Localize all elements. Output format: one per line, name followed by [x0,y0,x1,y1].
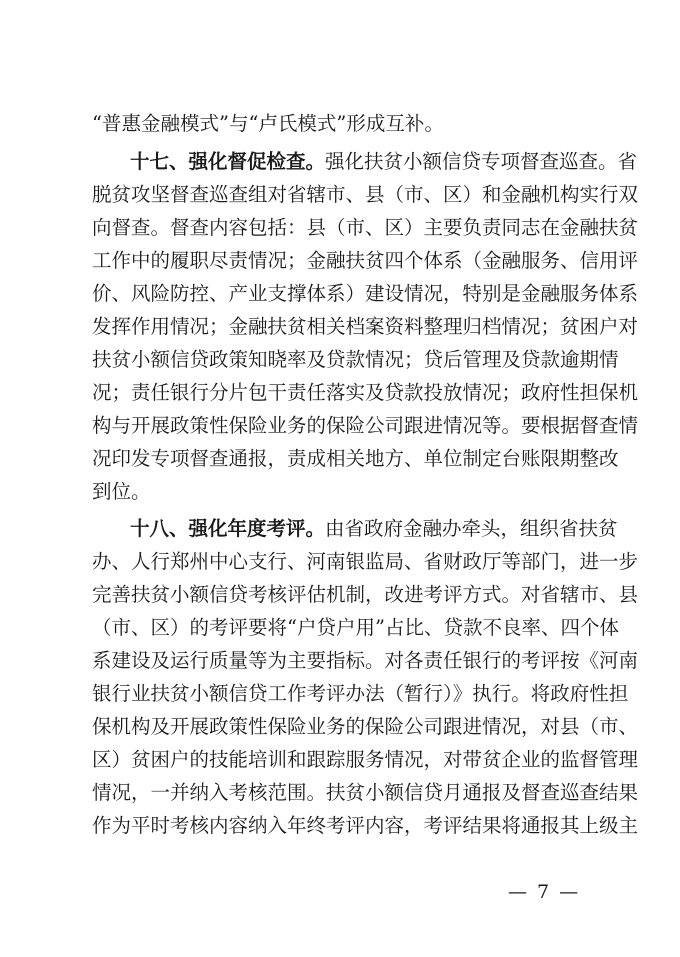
page-number: — 7 — [508,881,581,903]
line-text: 强化扶贫小额信贷专项督查巡查。省 [325,150,638,173]
line-text: （市、区）的考评要将“户贷户用”占比、贷款不良率、四个体 [92,616,619,639]
text-line [92,480,598,506]
line-text: 作为平时考核内容纳入年终考评内容，考评结果将通报其上级主 [92,814,639,837]
line-text: 价、风险防控、产业支撑体系）建设情况，特别是金融服务体系 [92,282,639,305]
section-17-heading: 十七、强化督促检查。 [130,150,326,173]
section-18-first-line [130,517,618,543]
text-line [92,616,619,642]
line-text: 情况，一并纳入考核范围。扶贫小额信贷月通报及督查巡查结果 [92,781,639,804]
line-text: 发挥作用情况；金融扶贫相关档案资料整理归档情况；贫困户对 [92,315,639,338]
line-text: 扶贫小额信贷政策知晓率及贷款情况；贷后管理及贷款逾期情 [92,348,619,371]
line-text: 系建设及运行质量等为主要指标。对各责任银行的考评按《河南 [92,649,639,672]
text-line [92,216,639,242]
text-line [92,112,598,138]
text-line [92,748,639,774]
line-text: 区）贫困户的技能培训和跟踪服务情况，对带贫企业的监督管理 [92,748,639,771]
line-text: 况；责任银行分片包干责任落实及贷款投放情况；政府性担保机 [92,381,639,404]
section-18-heading: 十八、强化年度考评。 [130,517,326,540]
line-text: 由省政府金融办牵头，组织省扶贫 [325,517,618,540]
text-line [92,583,639,609]
text-line [92,814,639,840]
text-line [92,550,639,576]
text-line [92,447,619,473]
line-text: “普惠金融模式”与“卢氏模式”形成互补。 [92,112,444,135]
text-line [92,682,629,708]
text-line [92,649,639,675]
text-line [92,249,639,275]
text-line [92,348,619,374]
text-line [92,381,639,407]
line-text: 脱贫攻坚督查巡查组对省辖市、县（市、区）和金融机构实行双 [92,183,639,206]
text-line [92,414,639,440]
text-line [92,183,639,209]
text-line [92,715,639,741]
line-text: 到位。 [92,480,151,503]
line-text: 办、人行郑州中心支行、河南银监局、省财政厅等部门，进一步 [92,550,639,573]
section-17-first-line [130,150,638,176]
text-line [92,282,639,308]
line-text: 况印发专项督查通报，责成相关地方、单位制定台账限期整改 [92,447,619,470]
line-text: 构与开展政策性保险业务的保险公司跟进情况等。要根据督查情 [92,414,639,437]
line-text: 银行业扶贫小额信贷工作考评办法（暂行）》执行。将政府性担 [92,682,629,705]
text-line [92,781,639,807]
line-text: 向督查。督查内容包括：县（市、区）主要负责同志在金融扶贫 [92,216,639,239]
line-text: 保机构及开展政策性保险业务的保险公司跟进情况，对县（市、 [92,715,639,738]
line-text: 完善扶贫小额信贷考核评估机制，改进考评方式。对省辖市、县 [92,583,639,606]
text-line [92,315,639,341]
line-text: 工作中的履职尽责情况；金融扶贫四个体系（金融服务、信用评 [92,249,639,272]
